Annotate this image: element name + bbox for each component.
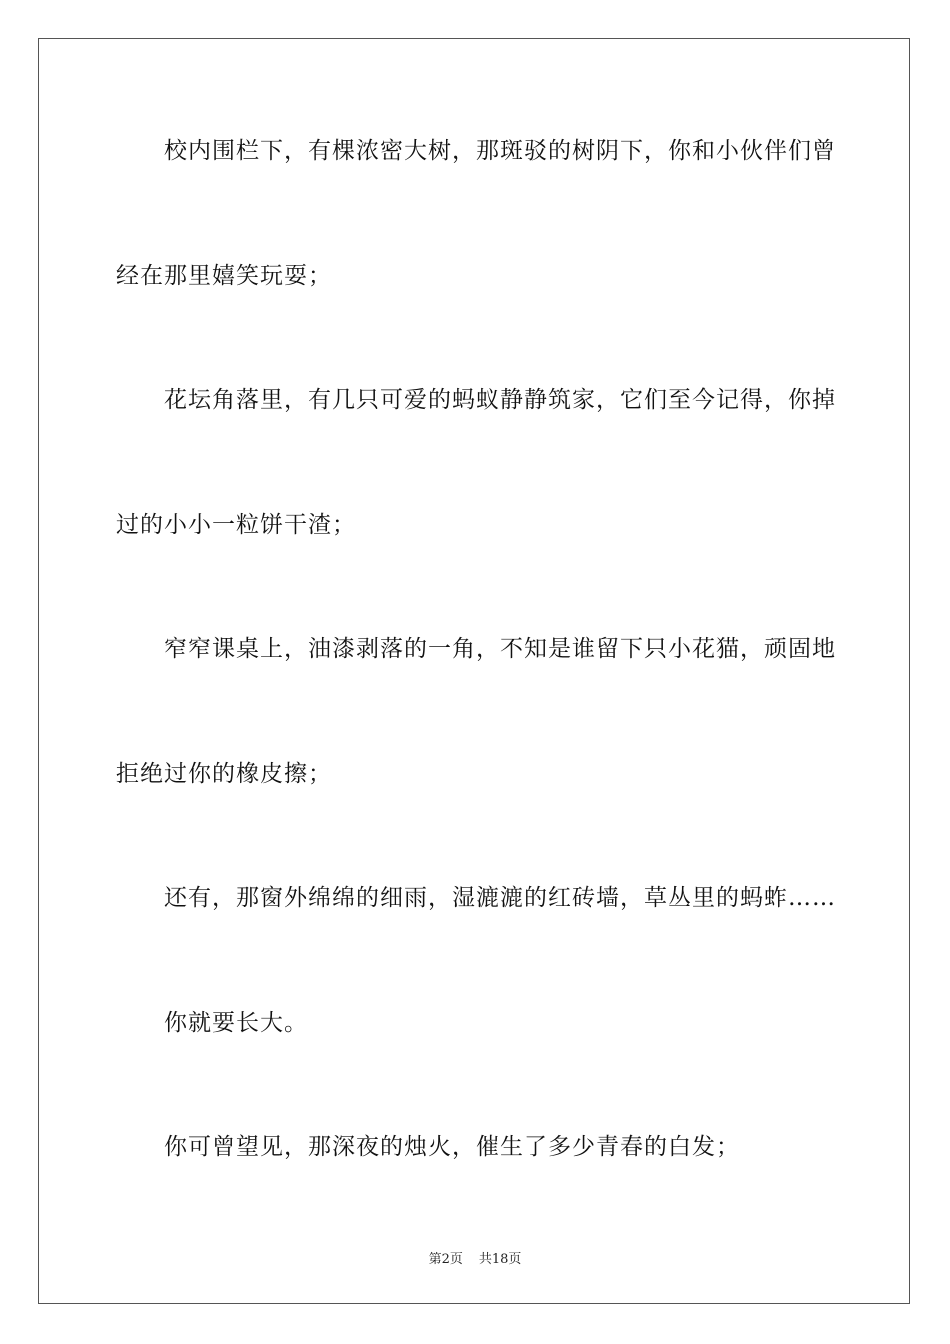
page-footer (0, 1248, 950, 1267)
paragraph-line: 花坛角落里，有几只可爱的蚂蚁静静筑家，它们至今记得，你掉 (164, 387, 836, 413)
paragraph-line: 你就要长大。 (164, 1010, 308, 1036)
paragraph-line: 经在那里嬉笑玩耍； (116, 263, 332, 289)
page-total: 共18页 (478, 1252, 522, 1267)
paragraph-line: 你可曾望见，那深夜的烛火，催生了多少青春的白发； (164, 1134, 740, 1160)
paragraph-line: 校内围栏下，有棵浓密大树，那斑驳的树阴下，你和小伙伴们曾 (164, 138, 836, 164)
paragraph-line: 过的小小一粒饼干渣； (116, 512, 356, 538)
paragraph-line: 还有，那窗外绵绵的细雨，湿漉漉的红砖墙，草丛里的蚂蚱…… (164, 885, 836, 911)
paragraph-line: 窄窄课桌上，油漆剥落的一角，不知是谁留下只小花猫，顽固地 (164, 636, 836, 662)
page-number: 第2页 (428, 1252, 463, 1267)
paragraph-line: 拒绝过你的橡皮擦； (116, 761, 332, 787)
page-frame (38, 38, 910, 1304)
